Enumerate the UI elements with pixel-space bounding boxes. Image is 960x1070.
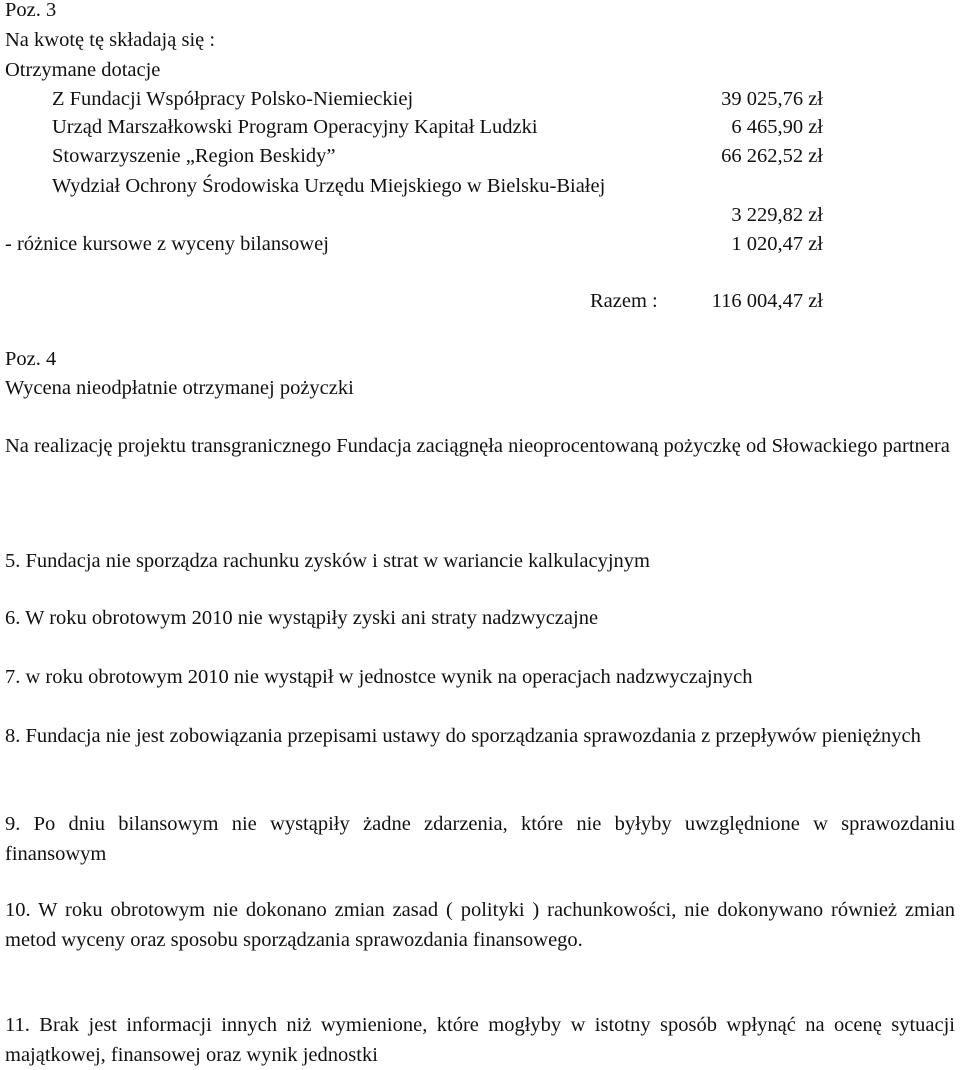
grants-section-title: Otrzymane dotacje [5,59,161,81]
point-10: 10. W roku obrotowym nie dokonano zmian zasad ( polityki ) rachunkowości, nie dokonywano również zmian metod wyceny oraz sposobu sporządzania sprawozdania finansowego. [5,899,955,951]
point-5: 5. Fundacja nie sporządza rachunku zysków i strat w wariancie kalkulacyjnym [5,550,650,572]
poz3-heading: Poz. 3 [5,0,57,21]
point-9: 9. Po dniu bilansowym nie wystąpiły żadne zdarzenia, które nie byłyby uwzględnione w sprawozdaniu finansowym [5,813,955,865]
poz3-intro: Na kwotę tę składają się : [5,29,216,51]
grant-amount-3: 66 262,52 zł [721,145,823,167]
poz4-title: Wycena nieodpłatnie otrzymanej pożyczki [5,377,354,399]
point-11: 11. Brak jest informacji innych niż wymienione, które mogłyby w istotny sposób wpłynąć na ocenę sytuacji majątkowej, finansowej oraz wynik jednostki [5,1014,955,1066]
grant-label-3: Stowarzyszenie „Region Beskidy” [52,145,336,167]
fx-difference-amount: 1 020,47 zł [731,233,823,255]
grant-amount-4: 3 229,82 zł [731,204,823,226]
grant-label-2: Urząd Marszałkowski Program Operacyjny Kapitał Ludzki [52,116,538,138]
grant-label-4: Wydział Ochrony Środowiska Urzędu Miejskiego w Bielsku-Białej [52,175,606,197]
grant-amount-2: 6 465,90 zł [731,116,823,138]
point-6: 6. W roku obrotowym 2010 nie wystąpiły zyski ani straty nadzwyczajne [5,607,599,629]
poz4-heading: Poz. 4 [5,348,57,370]
point-7: 7. w roku obrotowym 2010 nie wystąpił w jednostce wynik na operacjach nadzwyczajnych [5,666,753,688]
point-8: 8. Fundacja nie jest zobowiązania przepisami ustawy do sporządzania sprawozdania z przepływów pieniężnych [5,725,921,747]
grant-amount-1: 39 025,76 zł [721,88,823,110]
total-amount: 116 004,47 zł [711,290,823,312]
fx-difference-label: - różnice kursowe z wyceny bilansowej [5,233,329,255]
grant-label-1: Z Fundacji Współpracy Polsko-Niemieckiej [52,88,414,110]
total-label: Razem : [590,290,658,312]
poz4-paragraph: Na realizację projektu transgranicznego Fundacja zaciągnęła nieoprocentowaną pożyczkę od Słowackiego partnera [5,435,950,457]
